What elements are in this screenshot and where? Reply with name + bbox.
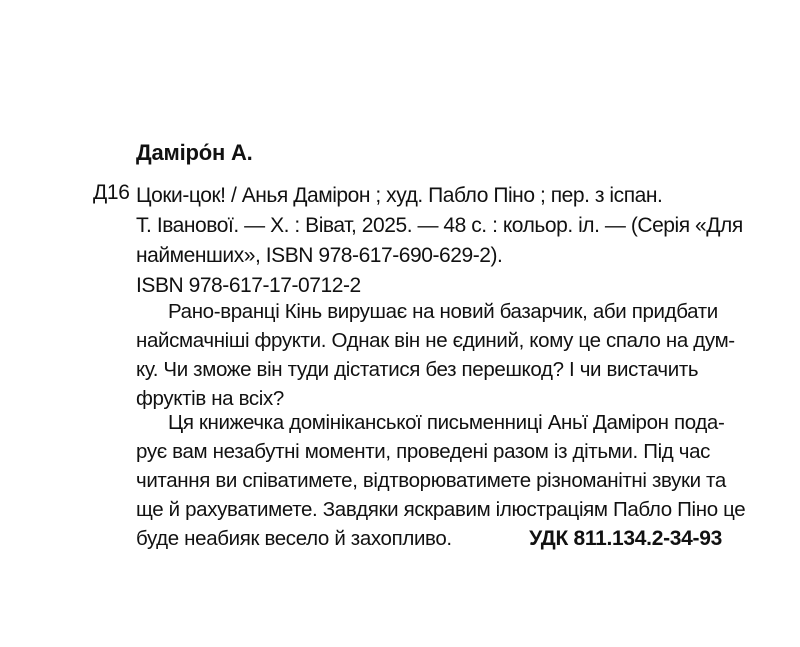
author-heading: Даміро́н А. bbox=[136, 140, 253, 165]
annotation-line: ще й рахуватимете. Завдяки яскравим ілюстраціям Пабло Піно це bbox=[136, 498, 746, 521]
annotation-line: читання ви співатимете, відтворюватимете різноманітні звуки та bbox=[136, 469, 726, 492]
isbn-line: ISBN 978-617-17-0712-2 bbox=[136, 274, 361, 297]
bibliographic-line: Цоки-цок! / Анья Дамірон ; худ. Пабло Піно ; пер. з іспан. bbox=[136, 184, 663, 207]
annotation-line: буде неабияк весело й захопливо. bbox=[136, 527, 452, 550]
annotation-line: Ця книжечка домініканської письменниці Аньї Дамірон пода- bbox=[168, 411, 725, 434]
annotation-line: рує вам незабутні моменти, проведені разом із дітьми. Під час bbox=[136, 440, 711, 463]
annotation-line: ку. Чи зможе він туди дістатися без перешкод? І чи вистачить bbox=[136, 358, 699, 381]
author-index-code: Д16 bbox=[93, 181, 130, 204]
annotation-paragraph bbox=[136, 297, 735, 413]
bibliographic-description bbox=[136, 181, 743, 301]
annotation-line: фруктів на всіх? bbox=[136, 387, 284, 410]
udc-code: УДК 811.134.2-34-93 bbox=[529, 527, 722, 550]
annotation-line: найсмачніші фрукти. Однак він не єдиний, кому це спало на дум- bbox=[136, 329, 735, 352]
bibliographic-line: Т. Іванової. — Х. : Віват, 2025. — 48 с. : кольор. іл. — (Серія «Для bbox=[136, 214, 743, 237]
bibliographic-line: найменших», ISBN 978-617-690-629-2). bbox=[136, 244, 503, 267]
annotation-line: Рано-вранці Кінь вирушає на новий базарчик, аби придбати bbox=[168, 300, 718, 323]
